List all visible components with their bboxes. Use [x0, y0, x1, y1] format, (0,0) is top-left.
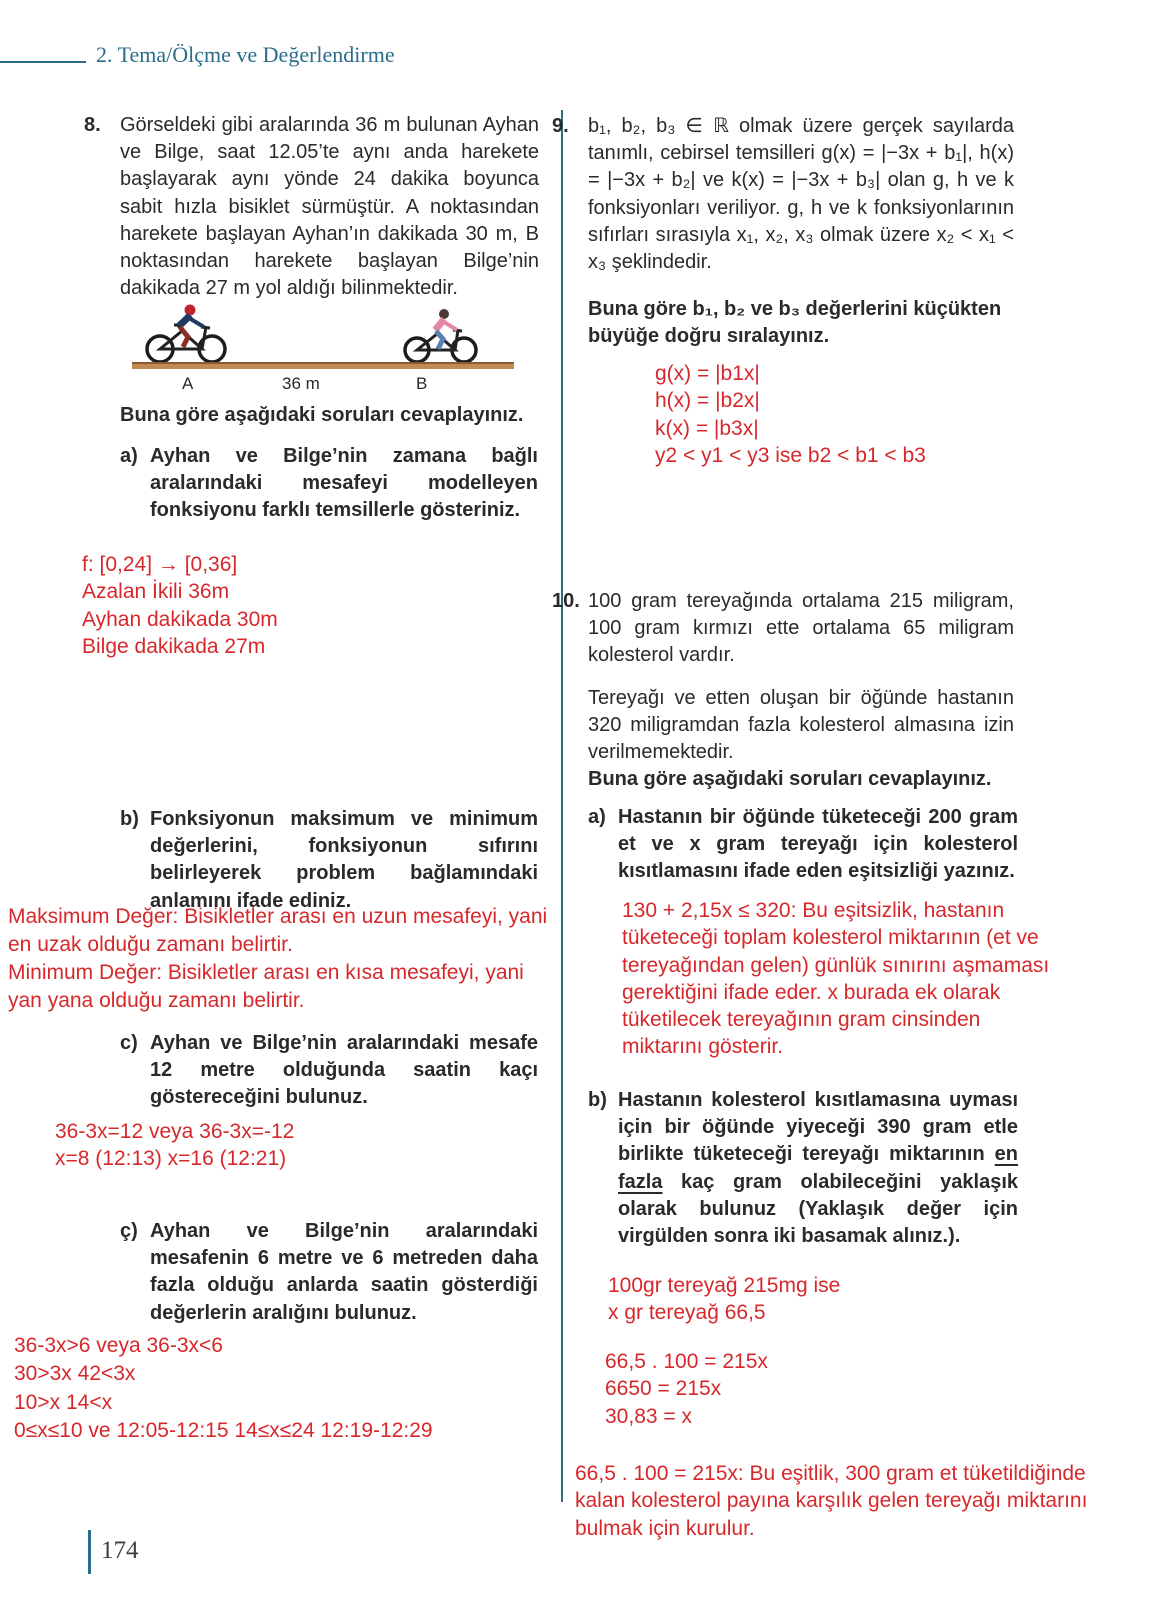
answer-line: 66,5 . 100 = 215x: [605, 1350, 768, 1373]
item-10b-letter: b): [588, 1089, 607, 1111]
answer-line: Bilge dakikada 27m: [82, 634, 266, 658]
page-number: 174: [101, 1537, 139, 1564]
question-9-number: 9.: [552, 115, 569, 137]
answer-line: Azalan İkili 36m: [82, 580, 230, 604]
question-9: [552, 113, 1014, 276]
question-10: [552, 588, 1014, 766]
item-10b-underlined: en fazla: [618, 1143, 1018, 1193]
page-number-bar: [88, 1530, 91, 1574]
cyclist-right-illustration: [398, 307, 484, 363]
answer-line: 30,83 = x: [605, 1404, 692, 1428]
item-cc-letter: ç): [120, 1220, 138, 1242]
answer-line: x=8 (12:13) x=16 (12:21): [55, 1147, 287, 1171]
item-10b-text: [618, 1087, 1018, 1250]
question-8-number: 8.: [84, 114, 101, 136]
header-rule: [0, 61, 86, 63]
answer-line: yan yana olduğu zamanı belirtir.: [8, 988, 305, 1012]
item-c-letter: c): [120, 1032, 138, 1054]
item-b-text: Fonksiyonun maksimum ve minimum değerlerini, fonksiyonun sıfırını belirleyerek problem bağlamındaki anlamını ifade ediniz.: [150, 808, 538, 912]
item-c-text: Ayhan ve Bilge’nin aralarındaki mesafe 12 metre olduğunda saatin kaçı göstereceğini bulunuz.: [150, 1032, 538, 1109]
item-10a-letter: a): [588, 806, 606, 828]
question-9-prompt: Buna göre b₁, b₂ ve b₃ değerlerini küçükten büyüğe doğru sıralayınız.: [588, 298, 1002, 348]
item-10a-text: Hastanın bir öğünde tüketeceği 200 gram et ve x gram tereyağı için kolesterol kısıtlamasını ifade eden eşitsizliği yazınız.: [618, 806, 1018, 883]
answer-8c: [55, 1118, 294, 1173]
answer-line: k(x) = |b3x|: [655, 416, 759, 440]
question-8-item-cc: [120, 1218, 538, 1327]
answer-line: y2 < y1 < y3 ise b2 < b1 < b3: [655, 443, 926, 467]
column-divider: [561, 110, 563, 1502]
answer-10b-setup: [608, 1272, 840, 1327]
question-10-para1: 100 gram tereyağında ortalama 215 miligram, 100 gram kırmızı ette ortalama 65 miligram kolesterol vardır.: [588, 590, 1014, 667]
figure-label-b: B: [416, 374, 428, 393]
question-8-item-b: [120, 806, 538, 915]
answer-8b: [8, 903, 547, 1015]
answer-10a: 130 + 2,15x ≤ 320: Bu eşitsizlik, hastanın tüketeceği toplam kolesterol miktarının (et ve tereyağından gelen) günlük sınırını aşmaması gerektiğini ifade eder. x burada ek olarak tüketilecek tereyağının gram cinsinden miktarını gösterir.: [622, 899, 1050, 1059]
question-10-number: 10.: [552, 590, 580, 612]
item-10b-part1: Hastanın kolesterol kısıtlamasına uyması için bir öğünde yiyeceği 390 gram etle birlikte tüketeceği tereyağı miktarının: [618, 1089, 1018, 1166]
cyclist-left-illustration: [138, 301, 238, 363]
question-10-item-b: [588, 1087, 1018, 1250]
answer-line: g(x) = |b1x|: [655, 362, 760, 385]
answer-line: Maksimum Değer: Bisikletler arası en uzun mesafeyi, yani: [8, 905, 548, 928]
answer-line: 6650 = 215x: [605, 1377, 722, 1401]
item-a-letter: a): [120, 445, 138, 467]
question-9-body: b₁, b₂, b₃ ∈ ℝ olmak üzere gerçek sayılarda tanımlı, cebirsel temsilleri g(x) = |−3x + b₁|, h(x) = |−3x + b₂| ve k(x) = |−3x + b₃| olan g, h ve k fonksiyonları veriliyor. g, h ve k fonksiyonlarının sıfırları sırasıyla x₁, x₂, x₃ olmak üzere x₂ < x₁ < x₃ şeklindedir.: [588, 115, 1014, 273]
answer-line: 30>3x 42<3x: [14, 1362, 136, 1386]
question-10-para2: Tereyağı ve etten oluşan bir öğünde hastanın 320 miligramdan fazla kolesterol almasına izin verilmemektedir.: [588, 686, 1014, 763]
figure-label-a: A: [182, 374, 194, 393]
ground-line: [132, 362, 514, 369]
figure-label-distance: 36 m: [282, 374, 320, 393]
question-8-item-c: [120, 1030, 538, 1112]
answer-line: h(x) = |b2x|: [655, 389, 760, 413]
item-10b-part2: kaç gram olabileceğini yaklaşık olarak bulunuz (Yaklaşık değer için virgülden sonra iki basamak alınız.).: [618, 1170, 1018, 1247]
answer-line: Ayhan dakikada 30m: [82, 607, 278, 631]
question-10-prompt: Buna göre aşağıdaki soruları cevaplayınız.: [588, 768, 992, 790]
question-10-item-a: [588, 804, 1018, 886]
item-cc-text: Ayhan ve Bilge’nin aralarındaki mesafenin 6 metre ve 6 metreden daha fazla olduğu anlarda saatin gösterdiği değerlerin aralığını bulunuz.: [150, 1220, 538, 1324]
question-8: [84, 112, 539, 302]
answer-line: 10>x 14<x: [14, 1390, 113, 1414]
answer-line: 100gr tereyağ 215mg ise: [608, 1274, 841, 1297]
answer-line: f: [0,24] → [0,36]: [82, 553, 238, 576]
answer-line: 36-3x>6 veya 36-3x<6: [14, 1334, 223, 1357]
page-title: 2. Tema/Ölçme ve Değerlendirme: [96, 42, 395, 67]
question-8-prompt: Buna göre aşağıdaki soruları cevaplayınız.: [120, 404, 524, 426]
answer-line: 36-3x=12 veya 36-3x=-12: [55, 1120, 295, 1143]
item-a-text: Ayhan ve Bilge’nin zamana bağlı aralarındaki mesafeyi modelleyen fonksiyonu farklı temsillerle gösteriniz.: [150, 445, 538, 522]
answer-line: en uzak olduğu zamanı belirtir.: [8, 932, 293, 956]
answer-10b-note: 66,5 . 100 = 215x: Bu eşitlik, 300 gram et tüketildiğinde kalan kolesterol payına karşılık gelen tereyağı miktarını bulmak için kurulur.: [575, 1462, 1088, 1540]
answer-8a: [82, 551, 278, 660]
item-b-letter: b): [120, 808, 139, 830]
answer-line: x gr tereyağ 66,5: [608, 1301, 766, 1325]
answer-line: Minimum Değer: Bisikletler arası en kısa mesafeyi, yani: [8, 960, 524, 984]
answer-10b-solution: [605, 1348, 768, 1430]
answer-line: 0≤x≤10 ve 12:05-12:15 14≤x≤24 12:19-12:29: [14, 1419, 433, 1443]
answer-9: [655, 360, 926, 469]
question-8-item-a: [120, 443, 538, 525]
question-8-body: Görseldeki gibi aralarında 36 m bulunan Ayhan ve Bilge, saat 12.05’te aynı anda harekete başlayarak aynı yönde 24 dakika boyunca sabit hızla bisiklet sürmüştür. A noktasından harekete başlayan Ayhan’ın dakikada 30 m, B noktasından harekete başlayan Bilge’nin dakikada 27 m yol aldığı bilinmektedir.: [120, 114, 539, 300]
cyclists-figure: [130, 300, 514, 396]
answer-8cc: [14, 1332, 433, 1445]
